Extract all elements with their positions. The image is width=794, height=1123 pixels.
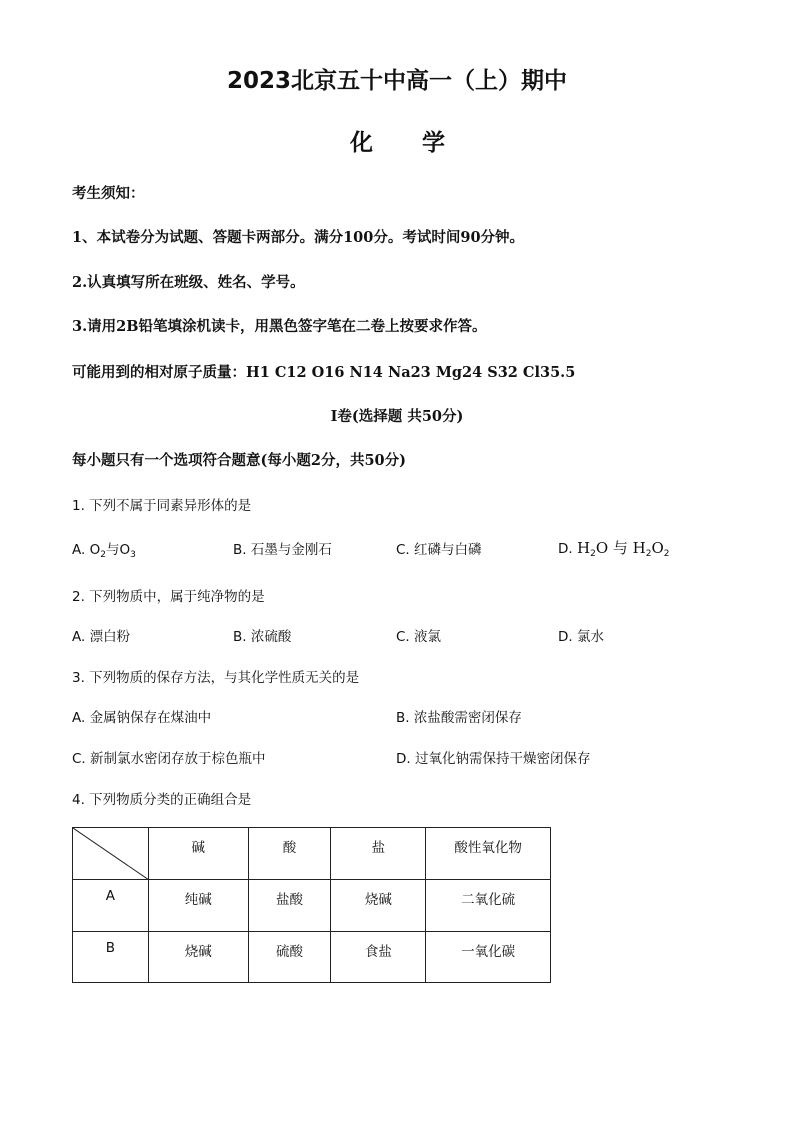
subject-char-2: 学 [422, 130, 445, 156]
q2-option-a: A. 漂白粉 [72, 629, 131, 645]
q3-option-b: B. 浓盐酸需密闭保存 [396, 710, 522, 726]
atomic-masses: 可能用到的相对原子质量：H1 C12 O16 N14 Na23 Mg24 S32 Cl35.5 [72, 364, 576, 381]
table-header-cell: 酸 [248, 828, 331, 880]
table-corner-cell [73, 828, 149, 880]
table-cell: 纯碱 [148, 880, 248, 932]
q2-option-b: B. 浓硫酸 [233, 629, 292, 645]
classification-table [72, 827, 551, 983]
page-title: 2023北京五十中高一（上）期中 [226, 68, 567, 94]
q3-option-c: C. 新制氯水密闭存放于棕色瓶中 [72, 751, 266, 767]
q1-option-a: A. $O_2$与$O_3$ [72, 542, 136, 560]
q1-stem: 1. 下列不属于同素异形体的是 [72, 498, 252, 514]
q3-option-d: D. 过氧化钠需保持干燥密闭保存 [396, 751, 591, 767]
table-cell: B [73, 932, 149, 983]
notice-item-2: 2.认真填写所在班级、姓名、学号。 [72, 274, 305, 291]
section-title: I卷(选择题 共50分) [330, 408, 464, 425]
section-instruction: 每小题只有一个选项符合题意(每小题2分，共50分) [72, 452, 406, 469]
table-header-cell: 碱 [148, 828, 248, 880]
table-header-cell: 盐 [331, 828, 426, 880]
table-cell: 二氧化硫 [426, 880, 551, 932]
table-cell: 烧碱 [331, 880, 426, 932]
notice-item-3: 3.请用2B铅笔填涂机读卡，用黑色签字笔在二卷上按要求作答。 [72, 318, 487, 335]
table-cell: 盐酸 [248, 880, 331, 932]
q4-stem: 4. 下列物质分类的正确组合是 [72, 792, 252, 808]
q1-option-b: B. 石墨与金刚石 [233, 542, 332, 558]
q3-stem: 3. 下列物质的保存方法，与其化学性质无关的是 [72, 670, 360, 686]
q2-option-c: C. 液氯 [396, 629, 442, 645]
q2-option-d: D. 氯水 [558, 629, 604, 645]
table-cell: 烧碱 [148, 932, 248, 983]
table-header-cell: 酸性氧化物 [426, 828, 551, 880]
q3-option-a: A. 金属钠保存在煤油中 [72, 710, 212, 726]
subject-char-1: 化 [350, 130, 373, 156]
table-cell: 一氧化碳 [426, 932, 551, 983]
diagonal-line [73, 828, 149, 880]
table-cell: 硫酸 [248, 932, 331, 983]
table-row [73, 932, 551, 983]
q1-option-d: D. $H_2O$ 与 $H_2O_2$ [558, 539, 670, 559]
table-cell: 食盐 [331, 932, 426, 983]
table-row [73, 880, 551, 932]
q2-stem: 2. 下列物质中，属于纯净物的是 [72, 589, 265, 605]
table-header-row [73, 828, 551, 880]
q1-option-c: C. 红磷与白磷 [396, 542, 482, 558]
notice-heading: 考生须知： [72, 185, 145, 202]
notice-item-1: 1、本试卷分为试题、答题卡两部分。满分100分。考试时间90分钟。 [72, 229, 525, 246]
table-cell: A [73, 880, 149, 932]
